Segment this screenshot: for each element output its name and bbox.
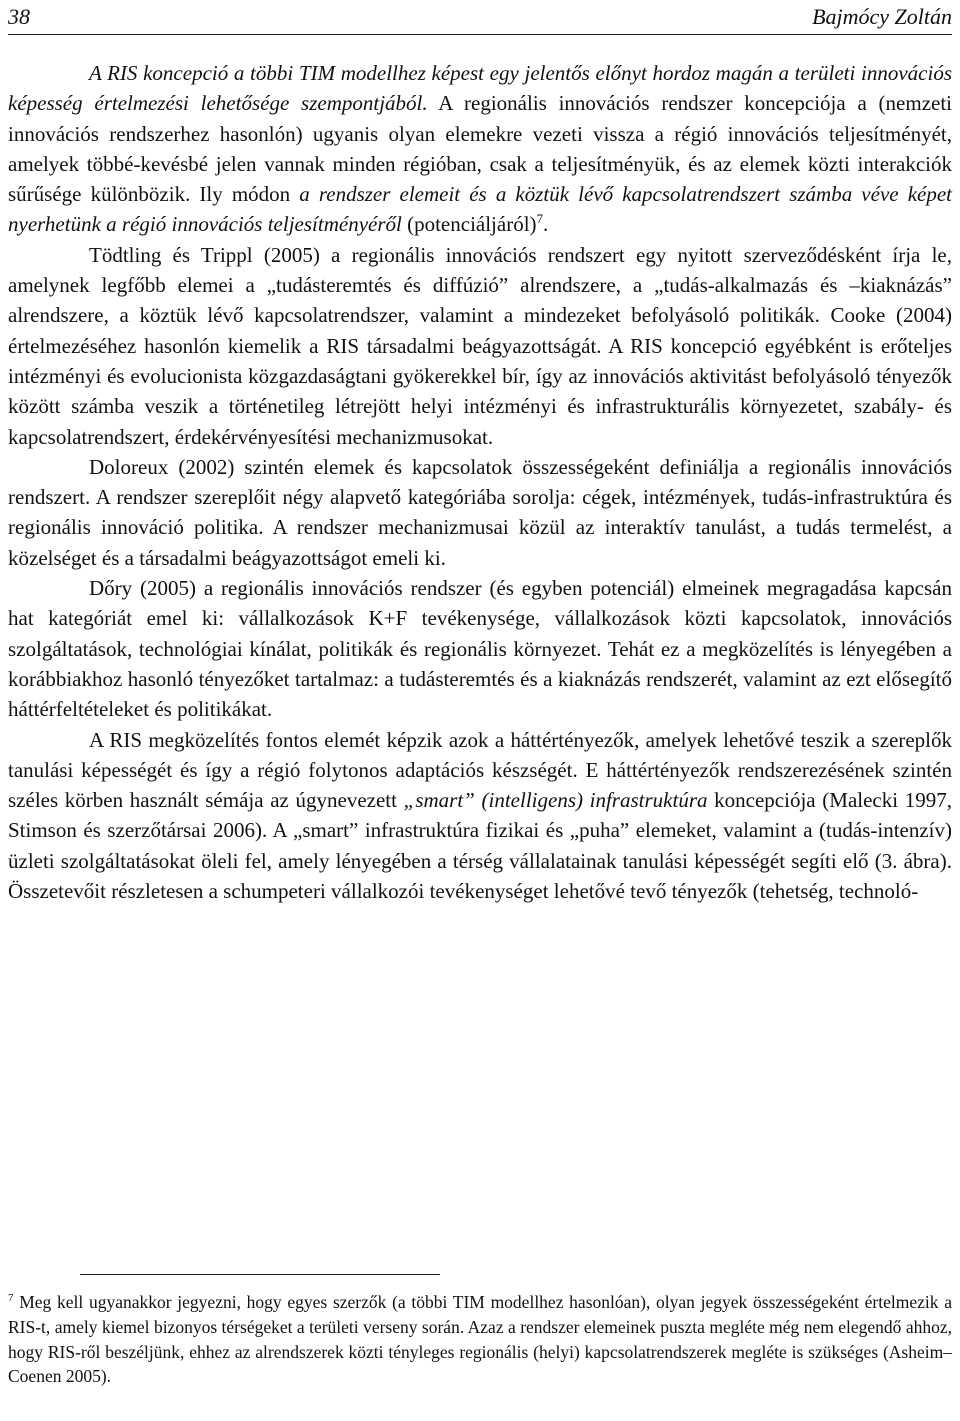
paragraph-1-text-2: (potenciáljáról)	[401, 212, 537, 237]
page-number: 38	[8, 4, 30, 29]
paragraph-1-italic: A RIS koncepció a többi TIM modellhez képest egy jelentős előnyt hordoz magán a területi innovációs képesség értelmezési lehetősége szempontjából.	[8, 61, 952, 116]
paragraph-1-text: A regionális innovációs rendszer koncepciója a (nemzeti innovációs rendszerhez hasonlón) ugyanis olyan elemekre vezeti vissza a régió innovációs teljesítményét, amelyek többé-kevésbé jelen vannak minden régióban, csak a teljesítményük, és az elemek közti interakciók sűrűsége különbözik. Ily módon	[8, 91, 953, 207]
paragraph-3: Doloreux (2002) szintén elemek és kapcsolatok összességeként definiálja a regionális innovációs rendszert. A rendszer szereplőit négy alapvető kategóriába sorolja: cégek, intézmények, tudás-infrastruktúra és regionális innováció politika. A rendszer mechanizmusai közül az interaktív tanulást, a tudás termelést, a közelséget és a társadalmi beágyazottságot emeli ki.	[8, 454, 952, 570]
paragraph-4: Dőry (2005) a regionális innovációs rendszer (és egyben potenciál) elmeinek megragadása kapcsán hat kategóriát emel ki: vállalkozások K+F tevékenysége, vállalkozások közti kapcsolatok, innovációs szolgáltatások, technológiai kínálat, politikák és regionális környezet. Tehát ez a megközelítés is lényegében a korábbiakhoz hasonló tényezőket tartalmaz: a tudásteremtés és a kiaknázás rendszerét, valamint az ezt elősegítő háttérfeltételeket és politikákat.	[8, 576, 952, 722]
footnote-text: Meg kell ugyanakkor jegyezni, hogy egyes szerzők (a többi TIM modellhez hasonlóan), olyan jegyek összességeként értelmezik a RIS-t, amely kiemel bizonyos térségeket a területi verseny során. Azaz a rendszer elemeinek puszta megléte még nem elegendő ahhoz, hogy RIS-ről beszéljünk, ehhez az alrendszerek közti tényleges regionális (helyi) kapcsolatrendszerek megléte is szükséges (Asheim–Coenen 2005).	[8, 1292, 952, 1387]
paragraph-1-text-3: .	[543, 212, 549, 237]
paragraph-5-text-2: koncepciója (Malecki 1997, Stimson és szerzőtársai 2006). A „smart” infrastruktúra fizikai és „puha” elemeket, valamint a (tudás-intenzív) üzleti szolgáltatásokat öleli fel, amely lényegében a térség vállalatainak tanulási képességét segíti elő (3. ábra). Összetevőit részletesen a schumpeteri vállalkozói tevékenységet lehetővé tevő tényezők (tehetség, technoló-	[8, 788, 952, 904]
paragraph-5-italic: „smart” (intelligens) infrastruktúra	[403, 788, 708, 813]
running-header	[8, 0, 952, 35]
paragraph-5	[8, 725, 952, 907]
paragraph-1-italic-2: a rendszer elemeit és a köztük lévő kapcsolatrendszert számba véve képet nyerhetünk a régió innovációs teljesítményéről	[8, 182, 952, 237]
running-author: Bajmócy Zoltán	[812, 4, 952, 29]
paragraph-5-text: A RIS megközelítés fontos elemét képzik azok a háttértényezők, amelyek lehetővé teszik a szereplők tanulási képességét és így a régió folytonos adaptációs készségét. E háttértényezők rendszerezésének szintén széles körben használt sémája az úgynevezett	[8, 727, 952, 813]
footnote-reference[interactable]: 7	[536, 211, 544, 227]
footnote	[8, 1290, 952, 1389]
paragraph-2: Tödtling és Trippl (2005) a regionális innovációs rendszert egy nyitott szerveződésként írja le, amelynek legfőbb elemei a „tudásteremtés és diffúzió” alrendszere, a „tudás-alkalmazás és –kiaknázás” alrendszere, a köztük lévő kapcsolatrendszer, valamint a mindezeket befolyásoló politikák. Cooke (2004) értelmezéséhez hasonlón kiemelik a RIS társadalmi beágyazottságát. A RIS koncepció egyébként is erőteljes intézményi és evolucionista közgazdaságtani gyökerekkel bír, így az innovációs aktivitást befolyásoló tényezők között számba veszik a történetileg létrejött helyi intézményi és infrastrukturális környezetet, szabály- és kapcsolatrendszert, érdekérvényesítési mechanizmusokat.	[8, 242, 952, 449]
footnote-divider	[80, 1274, 440, 1275]
main-text	[8, 58, 952, 906]
footnote-number: 7	[8, 1292, 14, 1305]
paragraph-1	[8, 58, 952, 240]
